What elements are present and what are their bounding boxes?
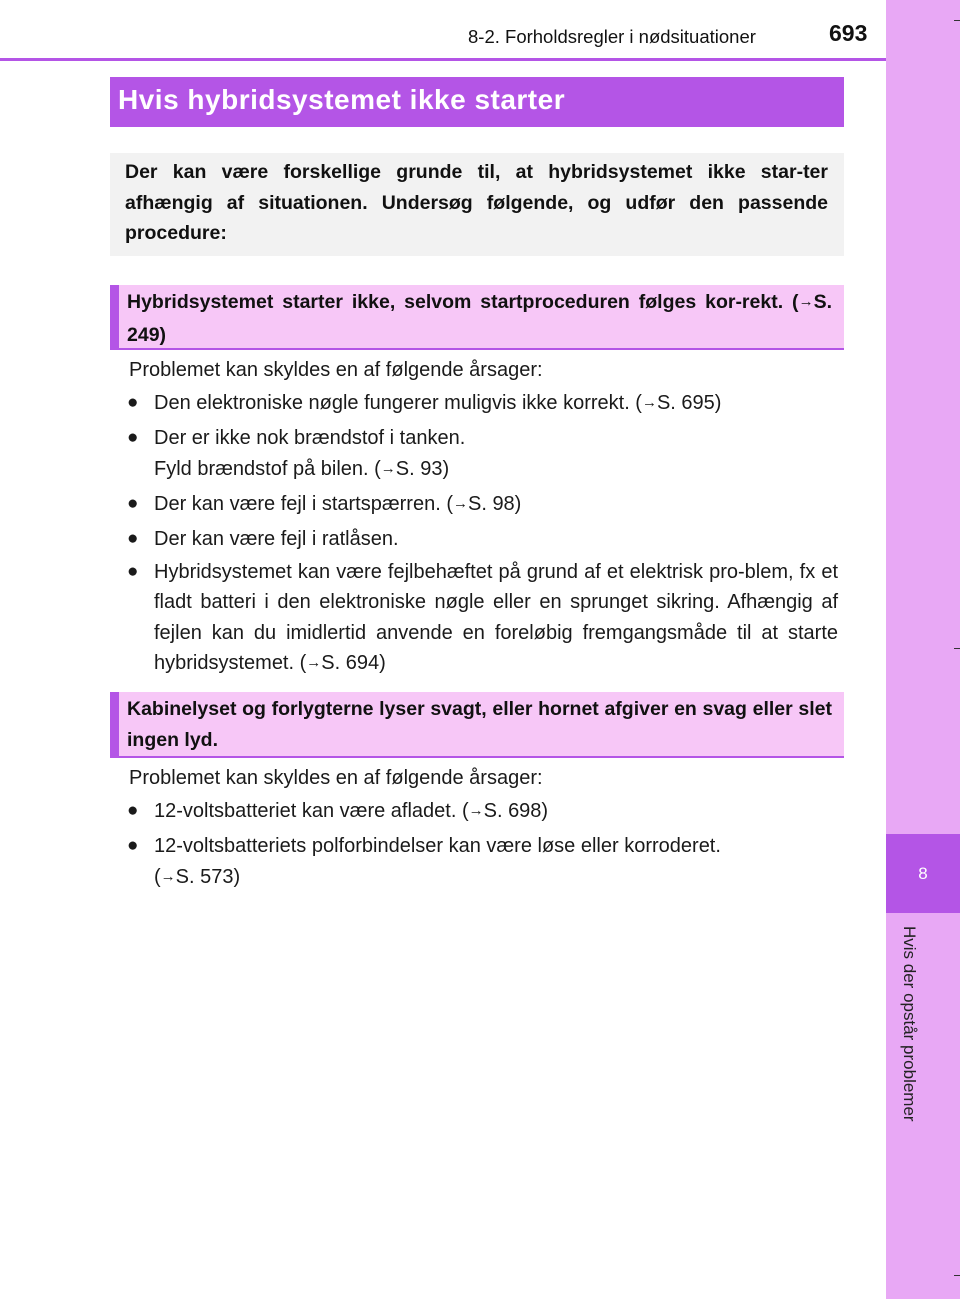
section-heading-text: Hybridsystemet starter ikke, selvom startproceduren følges kor-rekt. (	[127, 291, 799, 313]
list-item-text: 12-voltsbatteriets polforbindelser kan være løse eller korroderet.	[154, 835, 721, 857]
list-item-text: Der kan være fejl i startspærren. (	[154, 492, 453, 515]
page-number: 693	[829, 20, 868, 46]
list-item-text: Der er ikke nok brændstof i tanken.	[154, 427, 466, 449]
right-arrow-icon: →	[468, 802, 484, 819]
intro-box: Der kan være forskellige grunde til, at hybridsystemet ikke star-ter afhængig af situationen. Undersøg følgende, og udfør den passende procedure:	[110, 153, 844, 256]
right-arrow-icon: →	[452, 494, 468, 512]
section-lead-text: Problemet kan skyldes en af følgende årsager:	[129, 767, 543, 789]
list-item	[127, 557, 838, 681]
list-item-text: Den elektroniske nøgle fungerer muligvis ikke korrekt. (	[154, 392, 642, 414]
chapter-number-tab[interactable]	[886, 834, 960, 913]
list-item	[127, 524, 838, 555]
list-item	[127, 423, 838, 486]
list-item-text: Der kan være fejl i ratlåsen.	[154, 527, 399, 550]
right-arrow-icon: →	[641, 394, 657, 411]
right-arrow-icon: →	[380, 459, 396, 477]
bullet-icon: ●	[127, 492, 139, 514]
crop-mark	[954, 20, 960, 21]
right-arrow-icon: →	[306, 654, 322, 671]
cause-list-2	[127, 796, 838, 897]
crop-mark	[954, 1275, 960, 1276]
chapter-number: 8	[918, 863, 928, 883]
list-item-text: Hybridsystemet kan være fejlbehæftet på grund af et elektrisk pro-blem, fx et fladt batteri i den elektroniske nøgle eller en sprunget sikring. Afhængig af fejlen kan du imidlertid anvende en foreløbig fremgangsmåde til at starte hybridsystemet. (	[154, 560, 838, 674]
right-arrow-icon: →	[160, 867, 176, 885]
list-item-text: 12-voltsbatteriet kan være afladet. (	[154, 800, 469, 822]
cause-list-1	[127, 388, 838, 683]
section-heading-text: Kabinelyset og forlygterne lyser svagt, eller hornet afgiver en svag eller slet ingen lyd.	[127, 698, 832, 751]
list-item	[127, 388, 838, 421]
list-item-text: Fyld brændstof på bilen. (	[154, 457, 381, 480]
header-divider	[0, 58, 886, 61]
section-lead-text: Problemet kan skyldes en af følgende årsager:	[129, 359, 543, 381]
page-reference-link[interactable]: S. 695)	[656, 392, 722, 414]
section-heading-1	[110, 285, 844, 350]
bullet-icon: ●	[127, 527, 139, 549]
bullet-icon: ●	[127, 392, 139, 413]
page-reference-link[interactable]: S. 698)	[483, 800, 549, 822]
crop-mark	[954, 648, 960, 649]
running-header-section: 8-2. Forholdsregler i nødsituationer	[468, 26, 756, 47]
list-item	[127, 489, 838, 522]
list-item	[127, 796, 838, 829]
bullet-icon: ●	[127, 835, 139, 856]
page-title: Hvis hybridsystemet ikke starter	[110, 77, 844, 127]
list-item	[127, 831, 838, 894]
right-arrow-icon: →	[798, 293, 814, 310]
page-reference-link[interactable]: S. 694)	[321, 652, 386, 674]
bullet-icon: ●	[127, 800, 139, 821]
page-reference-link[interactable]: S. 98)	[467, 492, 522, 515]
section-heading-2	[110, 692, 844, 758]
page-reference-link[interactable]: S. 93)	[395, 457, 450, 480]
chapter-title-vertical: Hvis der opstår problemer	[900, 926, 919, 1122]
page-reference-link[interactable]: S. 573)	[175, 865, 241, 888]
list-item-text: (	[154, 865, 161, 888]
page-reference-link[interactable]: S. 249)	[127, 291, 832, 346]
bullet-icon: ●	[127, 560, 139, 582]
bullet-icon: ●	[127, 427, 139, 448]
